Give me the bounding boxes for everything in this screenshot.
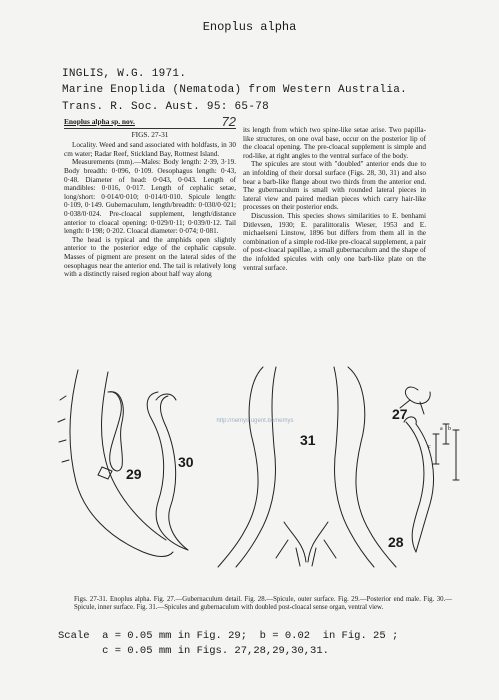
scale-line-1: Scale a = 0.05 mm in Fig. 29; b = 0.02 in Fig. 25 ;	[58, 630, 399, 642]
reference-journal: Trans. R. Soc. Aust. 95: 65-78	[62, 101, 270, 113]
figure-caption: Figs. 27-31. Enoplus alpha. Fig. 27.—Gubernaculum detail. Fig. 28.—Spicule, outer surface. Fig. 29.—Posterior end male. Fig. 30.—Spicule, inner surface. Fig. 31.—Spicules and gubernaculum with doubled post-cloacal sense organ, ventral view.	[74, 596, 452, 611]
left-text-column	[64, 114, 236, 279]
scale-line-2: c = 0.05 mm in Figs. 27,28,29,30,31.	[58, 645, 329, 657]
fig28-label: 28	[388, 534, 404, 550]
fig27-label: 27	[392, 406, 408, 422]
paragraph-locality: Locality. Weed and sand associated with holdfasts, in 30 cm water; Radar Reef, Stickland Bay, Rottnest Island.	[64, 141, 236, 158]
fig31-label: 31	[300, 432, 316, 448]
paragraph-tail: its length from which two spine-like setae arise. Two papilla-like structures, on one oval base, occur on the posterior lip of the cloacal opening. The pre-cloacal supplement is simple and rod-like, at right angles to the ventral surface of the body.	[243, 126, 426, 160]
fig28-drawing	[404, 417, 434, 552]
page-title: Enoplus alpha	[202, 20, 297, 34]
paragraph-head-description: The head is typical and the amphids open slightly anterior to the posterior edge of the cephalic capsule. Masses of pigment are present on the lateral sides of the oesophagus near the anterior end. The tail is relatively long with a distinctly raised region about half way along	[64, 235, 236, 279]
handwritten-page-number: 72	[221, 114, 236, 129]
fig30-label: 30	[178, 454, 194, 470]
figure-illustrations	[48, 362, 468, 587]
species-heading-row	[64, 114, 236, 129]
fig31-drawing	[218, 367, 396, 567]
right-text-column	[243, 126, 426, 272]
reference-author-year: INGLIS, W.G. 1971.	[62, 68, 187, 80]
reference-title: Marine Enoplida (Nematoda) from Western Australia.	[62, 84, 408, 96]
scale-label-a: a	[440, 426, 443, 432]
species-heading: Enoplus alpha sp. nov.	[64, 117, 135, 126]
paragraph-measurements: Measurements (mm).—Males: Body length: 2·39, 3·19. Body breadth: 0·096, 0·109. Oesophagus length: 0·43, 0·48. Diameter of head: 0·043, 0·043. Length of mandibles: 0·016, 0·017. Length of cephalic setae, long/short: 0·014/0·010; 0·014/0·010. Spicule length: 0·109, 0·149. Gubernaculum, length/breadth: 0·030/0·021; 0·038/0·024. Pre-cloacal supplement, length/distance anterior to cloacal opening: 0·029/0·11; 0·039/0·12. Tail length: 0·198; 0·202. Cloacal diameter: 0·074; 0·081.	[64, 158, 236, 236]
fig30-drawing	[147, 392, 188, 550]
scale-bars	[433, 424, 459, 480]
scale-label-b: b	[448, 426, 451, 432]
fig29-label: 29	[126, 466, 142, 482]
paragraph-discussion: Discussion. This species shows similarities to E. benhami Ditlevsen, 1930; E. paralittoralis Wieser, 1953 and E. michaelseni Linstow, 1896 but differs from them all in the combination of a simple rod-like pre-cloacal supplement, a pair of post-cloacal papillae, a small gubernaculum and the shape of the infolded spicules with only one barb-like plate on the ventral surface.	[243, 211, 426, 272]
figs-heading: FIGS. 27-31	[131, 129, 169, 139]
paragraph-spicules: The spicules are stout with "doubled" anterior ends due to an infolding of their dorsal surface (Figs. 28, 30, 31) and also bear a barb-like flange about two thirds from the anterior end. The gubernaculum is small with rounded lateral pieces in lateral view and paired median pieces which carry hair-like processes on their posterior ends.	[243, 160, 426, 212]
watermark: http://nemys.ugent.be/nemys	[216, 418, 294, 424]
figure-drawing	[48, 362, 468, 587]
scale-label-c: c	[428, 444, 431, 450]
fig29-drawing	[58, 370, 173, 557]
